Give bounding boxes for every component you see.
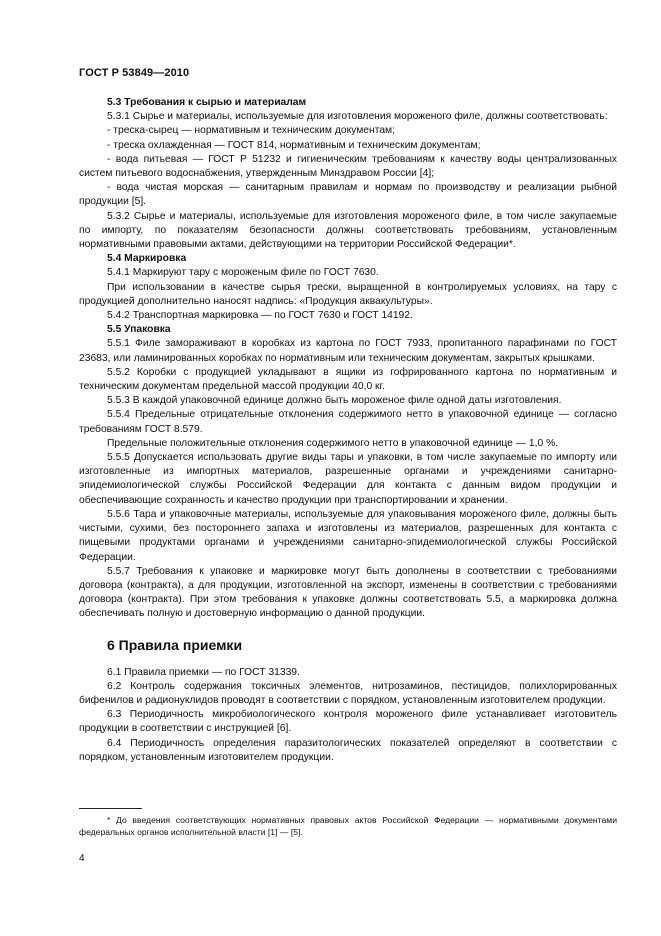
paragraph-5-4-2: 5.4.2 Транспортная маркировка — по ГОСТ 7630 и ГОСТ 14192. (107, 310, 413, 322)
paragraph-5-3-1: 5.3.1 Сырье и материалы, используемые для изготовления мороженого филе, должны соответствовать: (107, 111, 608, 123)
paragraph-6-2: 6.2 Контроль содержания токсичных элементов, нитрозаминов, пестицидов, полихлорированных бифенилов и радионуклидов проводят в соответствии с порядком, установленным изготовителем продукции. (79, 680, 617, 706)
page-body (79, 96, 617, 765)
paragraph-5-5-6: 5.5.6 Тара и упаковочные материалы, используемые для упаковывания мороженого филе, должны быть чистыми, сухими, без постороннего запаха и изготовлены из материалов, разрешенных для контакта с пищевыми продуктами органами и учреждениями санитарно-эпидемиологической службы Российской Федерации. (79, 508, 617, 563)
paragraph-5-5-5: 5.5.5 Допускается использовать другие виды тары и упаковки, в том числе закупаемые по импорту или изготовленные из импортных материалов, разрешенные органами и учреждениями санитарно-эпидемиологической службы Российской Федерации для контакта с данным видом продукции и обеспечивающие сохранность и качество продукции при транспортировании и хранении. (79, 452, 617, 506)
paragraph-5-5-7: 5.5.7 Требования к упаковке и маркировке могут быть дополнены в соответствии с требованиями договора (контракта), а для продукции, изготовленной на экспорт, изменены в соответствии с требованиями договора (контракта). При этом требования к упаковке должны соответствовать 5.5, а маркировка должна обеспечивать полную и достоверную информацию о данной продукции. (79, 565, 617, 620)
paragraph-5-5-4: 5.5.4 Предельные отрицательные отклонения содержимого нетто в упаковочной единице — согласно требованиям ГОСТ 8.579. (79, 409, 617, 435)
page-number: 4 (79, 853, 85, 864)
paragraph-5-3-2: 5.3.2 Сырье и материалы, используемые для изготовления мороженого филе, в том числе закупаемые по импорту, по показателям безопасности должны соответствовать требованиям, установленным нормативными правовыми актами, действующими на территории Российской Федерации*. (79, 210, 617, 251)
paragraph-positive-deviation: Предельные положительные отклонения содержимого нетто в упаковочной единице — 1,0 %. (107, 437, 559, 449)
paragraph-5-4-1: 5.4.1 Маркируют тару с мороженым филе по ГОСТ 7630. (107, 267, 379, 279)
section-6-heading: 6 Правила приемки (107, 636, 243, 653)
standard-header: ГОСТ Р 53849—2010 (79, 67, 190, 79)
list-item: - вода чистая морская — санитарным правилам и нормам по производству и реализации рыбной продукции [5]. (79, 182, 617, 208)
footnote-divider (79, 808, 142, 809)
paragraph-6-1: 6.1 Правила приемки — по ГОСТ 31339. (107, 666, 300, 678)
footnote: * До введения соответствующих нормативных правовых актов Российской Федерации — нормативными документами федеральных органов исполнительной власти [1] — [5]. (79, 815, 617, 837)
paragraph-aquaculture: При использовании в качестве сырья трески, выращенной в контролируемых условиях, на тару с продукцией дополнительно наносят надпись: «Продукция аквакультуры». (79, 281, 617, 307)
section-5-5-heading: 5.5 Упаковка (107, 324, 171, 336)
paragraph-6-4: 6.4 Периодичность определения паразитологических показателей определяют в соответствии с порядком, установленным изготовителем продукции. (79, 737, 617, 763)
paragraph-5-5-1: 5.5.1 Филе замораживают в коробках из картона по ГОСТ 7933, пропитанного парафинами по ГОСТ 23683, или ламинированных коробках по нормативным или техническим документам, закрытых крышками. (79, 338, 617, 364)
section-5-3-heading: 5.3 Требования к сырью и материалам (107, 97, 307, 108)
list-item: - треска охлажденная — ГОСТ 814, нормативным и техническим документам; (107, 139, 481, 151)
paragraph-5-5-3: 5.5.3 В каждой упаковочной единице должно быть мороженое филе одной даты изготовления. (107, 395, 562, 407)
paragraph-5-5-2: 5.5.2 Коробки с продукцией укладывают в ящики из гофрированного картона по нормативным и техническим документам предельной массой продукции 40,0 кг. (79, 366, 617, 393)
list-item: - вода питьевая — ГОСТ Р 51232 и гигиеническим требованиям к качеству воды централизованных систем питьевого водоснабжения, утвержденным Минздравом России [4]; (79, 153, 617, 180)
section-5-4-heading: 5.4 Маркировка (107, 253, 187, 265)
paragraph-6-3: 6.3 Периодичность микробиологического контроля мороженого филе устанавливает изготовитель продукции в соответствии с инструкцией [6]. (79, 709, 617, 735)
list-item: - треска-сырец — нормативным и техническим документам; (107, 125, 395, 137)
